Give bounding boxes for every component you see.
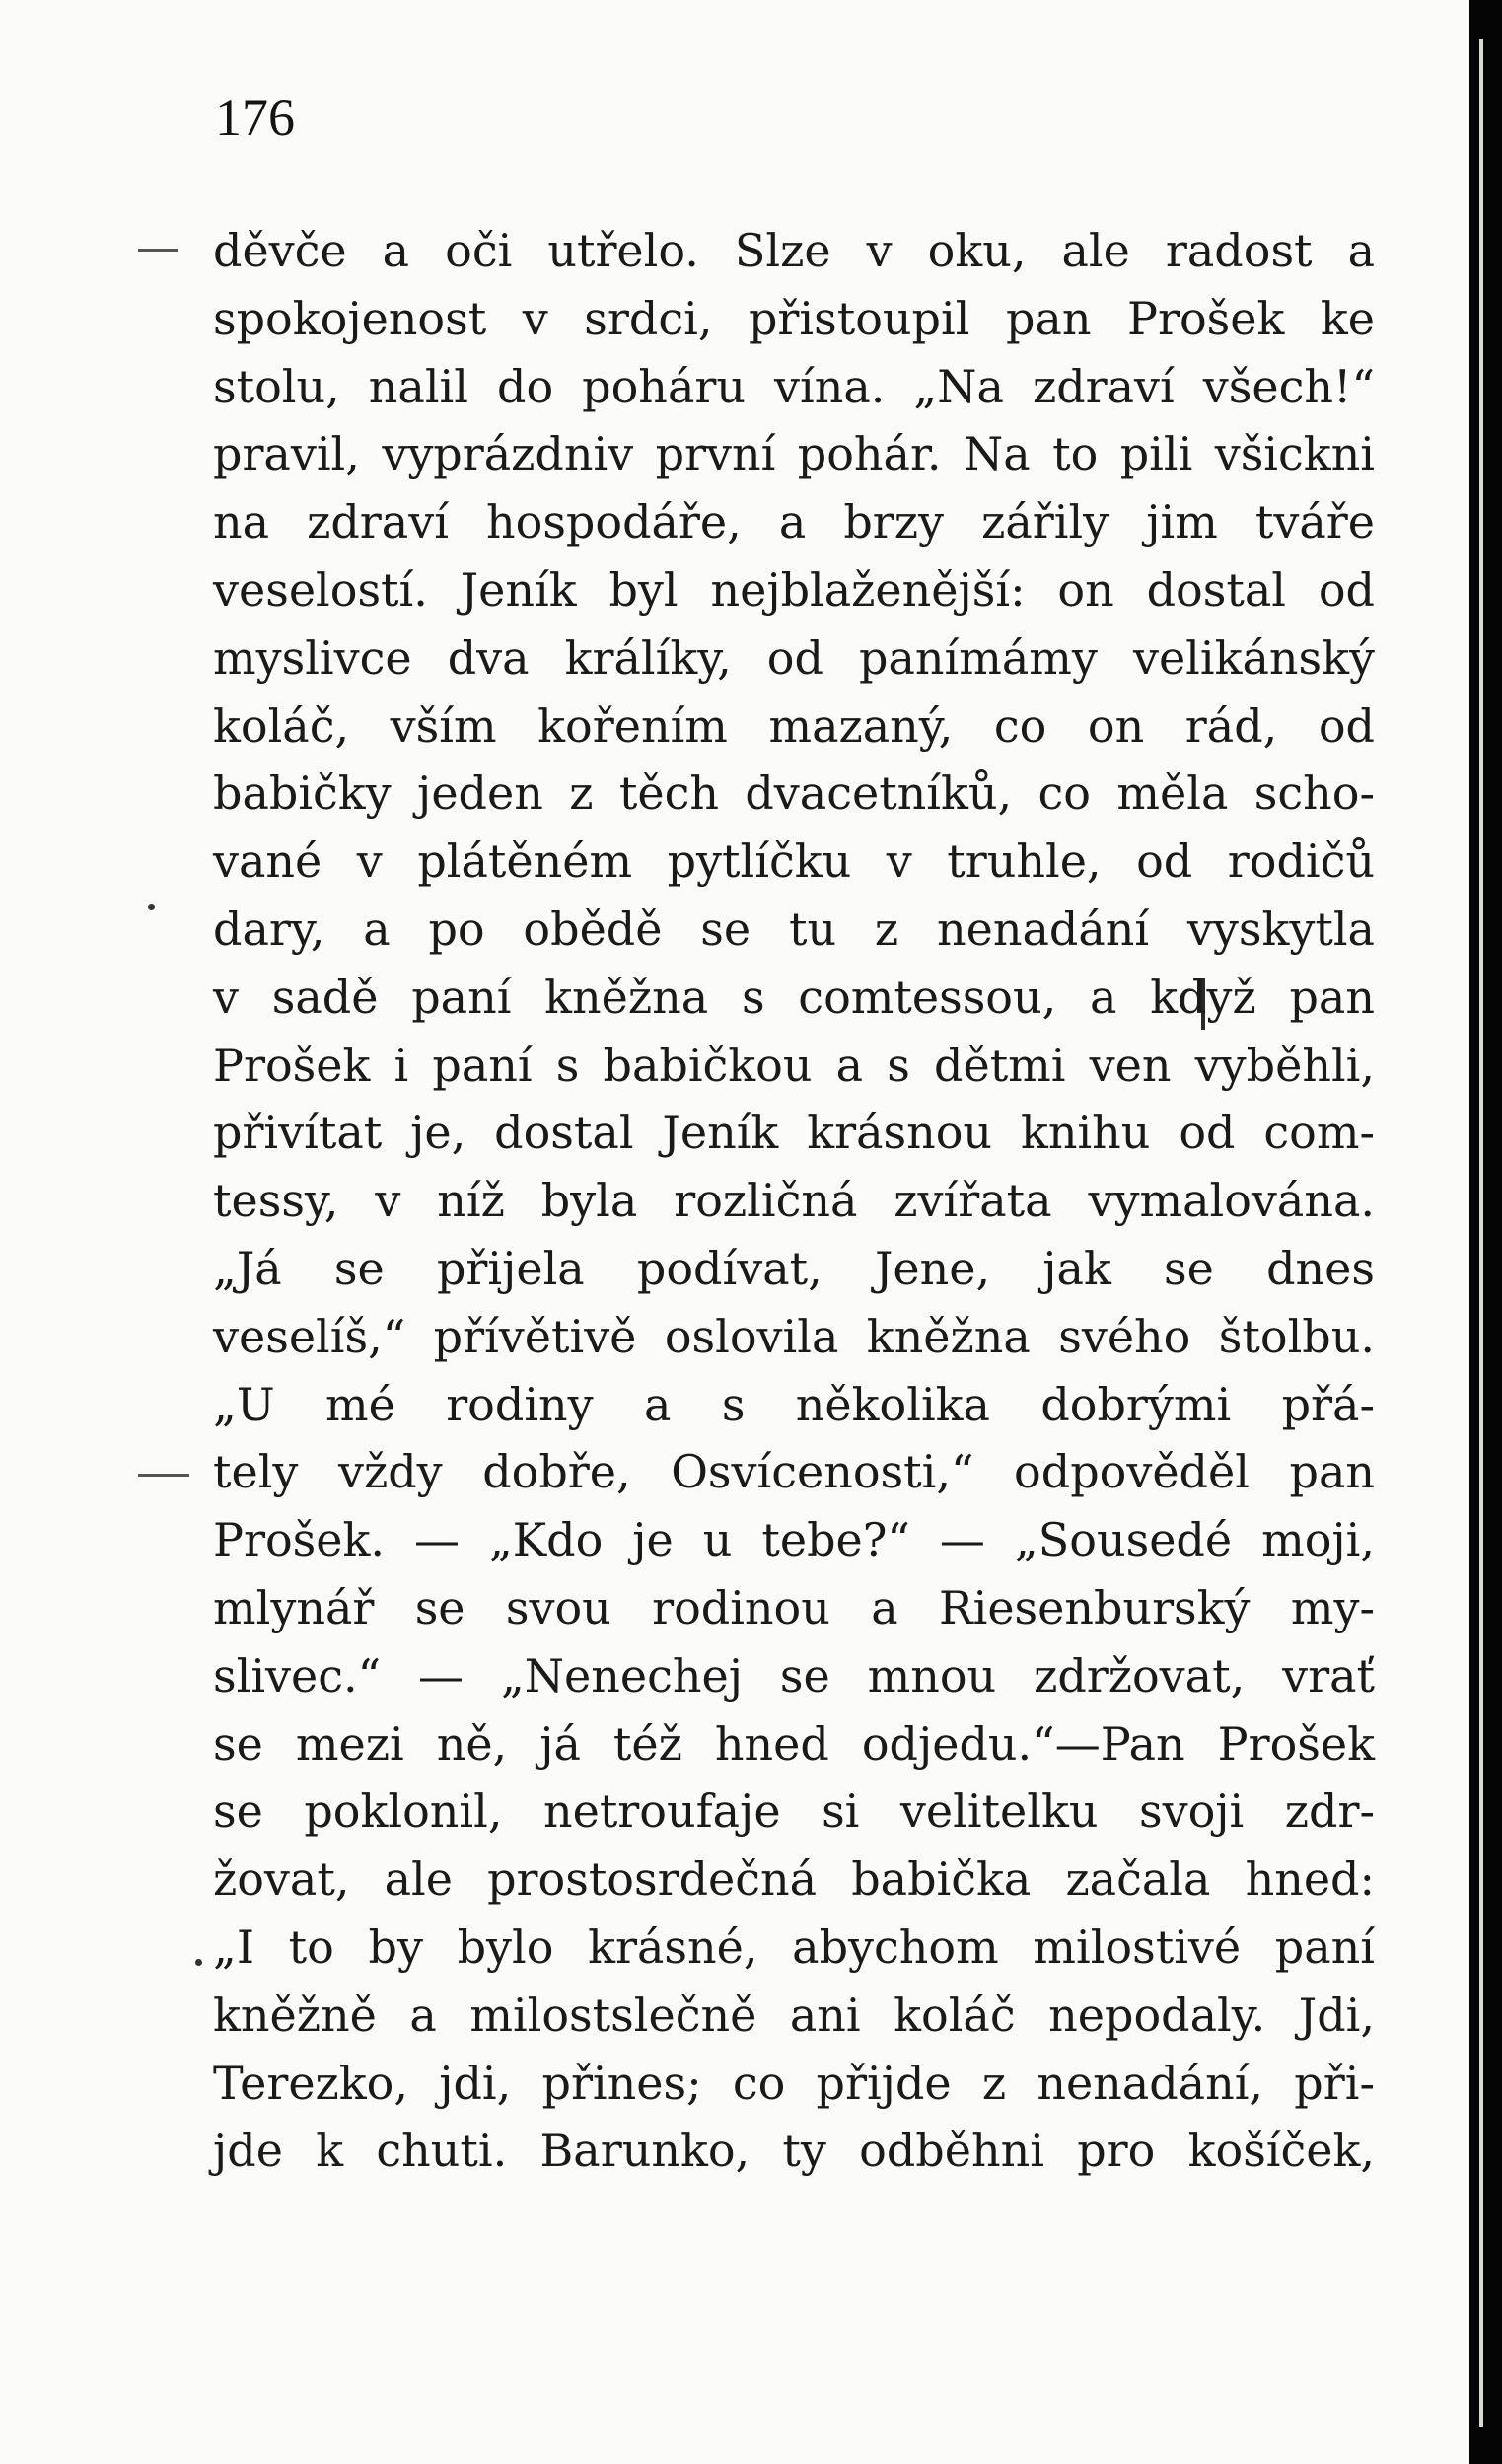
text-line: „Já se přijela podívat, Jene, jak se dnes xyxy=(213,1241,1375,1295)
text-line: dary, a po obědě se tu z nenadání vyskytla xyxy=(213,902,1375,956)
text-line: „I to by bylo krásné, abychom milostivé paní xyxy=(213,1920,1375,1974)
text-line: Prošek i paní s babičkou a s dětmi ven vyběhli, xyxy=(213,1038,1375,1092)
text-line: na zdraví hospodáře, a brzy zářily jim tváře xyxy=(213,495,1375,549)
margin-dot-mark xyxy=(195,1959,202,1966)
text-line: mlynář se svou rodinou a Riesenburský my- xyxy=(213,1580,1375,1634)
scan-edge-strip xyxy=(1469,0,1502,2464)
text-line: žovat, ale prostosrdečná babička začala hned: xyxy=(213,1852,1375,1907)
text-line: veselíš,“ přívětivě oslovila kněžna svého štolbu. xyxy=(213,1309,1375,1363)
text-line: Prošek. — „Kdo je u tebe?“ — „Sousedé moji, xyxy=(213,1513,1375,1567)
text-line: pravil, vyprázdniv první pohár. Na to pili všickni xyxy=(213,427,1375,481)
text-line: tely vždy dobře, Osvícenosti,“ odpověděl pan xyxy=(213,1445,1375,1499)
text-line: v sadě paní kněžna s comtessou, a když pan xyxy=(213,970,1375,1024)
page-number: 176 xyxy=(215,88,295,147)
text-line: stolu, nalil do poháru vína. „Na zdraví všech!“ xyxy=(213,359,1375,413)
text-line: přivítat je, dostal Jeník krásnou knihu od com- xyxy=(213,1106,1375,1160)
margin-dot-mark xyxy=(148,904,155,910)
text-line: Terezko, jdi, přines; co přijde z nenadání, při- xyxy=(213,2056,1375,2110)
text-line: „U mé rodiny a s několika dobrými přá- xyxy=(213,1377,1375,1431)
text-line: kněžně a milostslečně ani koláč nepodaly. Jdi, xyxy=(213,1988,1375,2042)
text-line: babičky jeden z těch dvacetníků, co měla scho- xyxy=(213,766,1375,821)
margin-dash-mark xyxy=(138,1474,189,1477)
text-line: jde k chuti. Barunko, ty odběhni pro košíček, xyxy=(213,2124,1375,2178)
text-line: děvče a oči utřelo. Slze v oku, ale radost a xyxy=(213,224,1375,277)
text-line: se poklonil, netroufaje si velitelku svoji zdr- xyxy=(213,1784,1375,1839)
text-line: spokojenost v srdci, přistoupil pan Prošek ke xyxy=(213,291,1375,345)
text-line: se mezi ně, já též hned odjedu.“—Pan Prošek xyxy=(213,1716,1375,1771)
text-line: koláč, vším kořením mazaný, co on rád, od xyxy=(213,698,1375,753)
text-line: tessy, v níž byla rozličná zvířata vymalována. xyxy=(213,1174,1375,1228)
body-text xyxy=(213,217,1375,2185)
scan-edge-line xyxy=(1479,39,1483,2427)
text-line: vané v plátěném pytlíčku v truhle, od rodičů xyxy=(213,834,1375,889)
text-line: myslivce dva králíky, od panímámy velikánský xyxy=(213,630,1375,685)
text-line: veselostí. Jeník byl nejblaženější: on dostal od xyxy=(213,562,1375,616)
margin-dash-mark xyxy=(138,249,178,252)
text-line: slivec.“ — „Nenechej se mnou zdržovat, vrať xyxy=(213,1648,1375,1703)
